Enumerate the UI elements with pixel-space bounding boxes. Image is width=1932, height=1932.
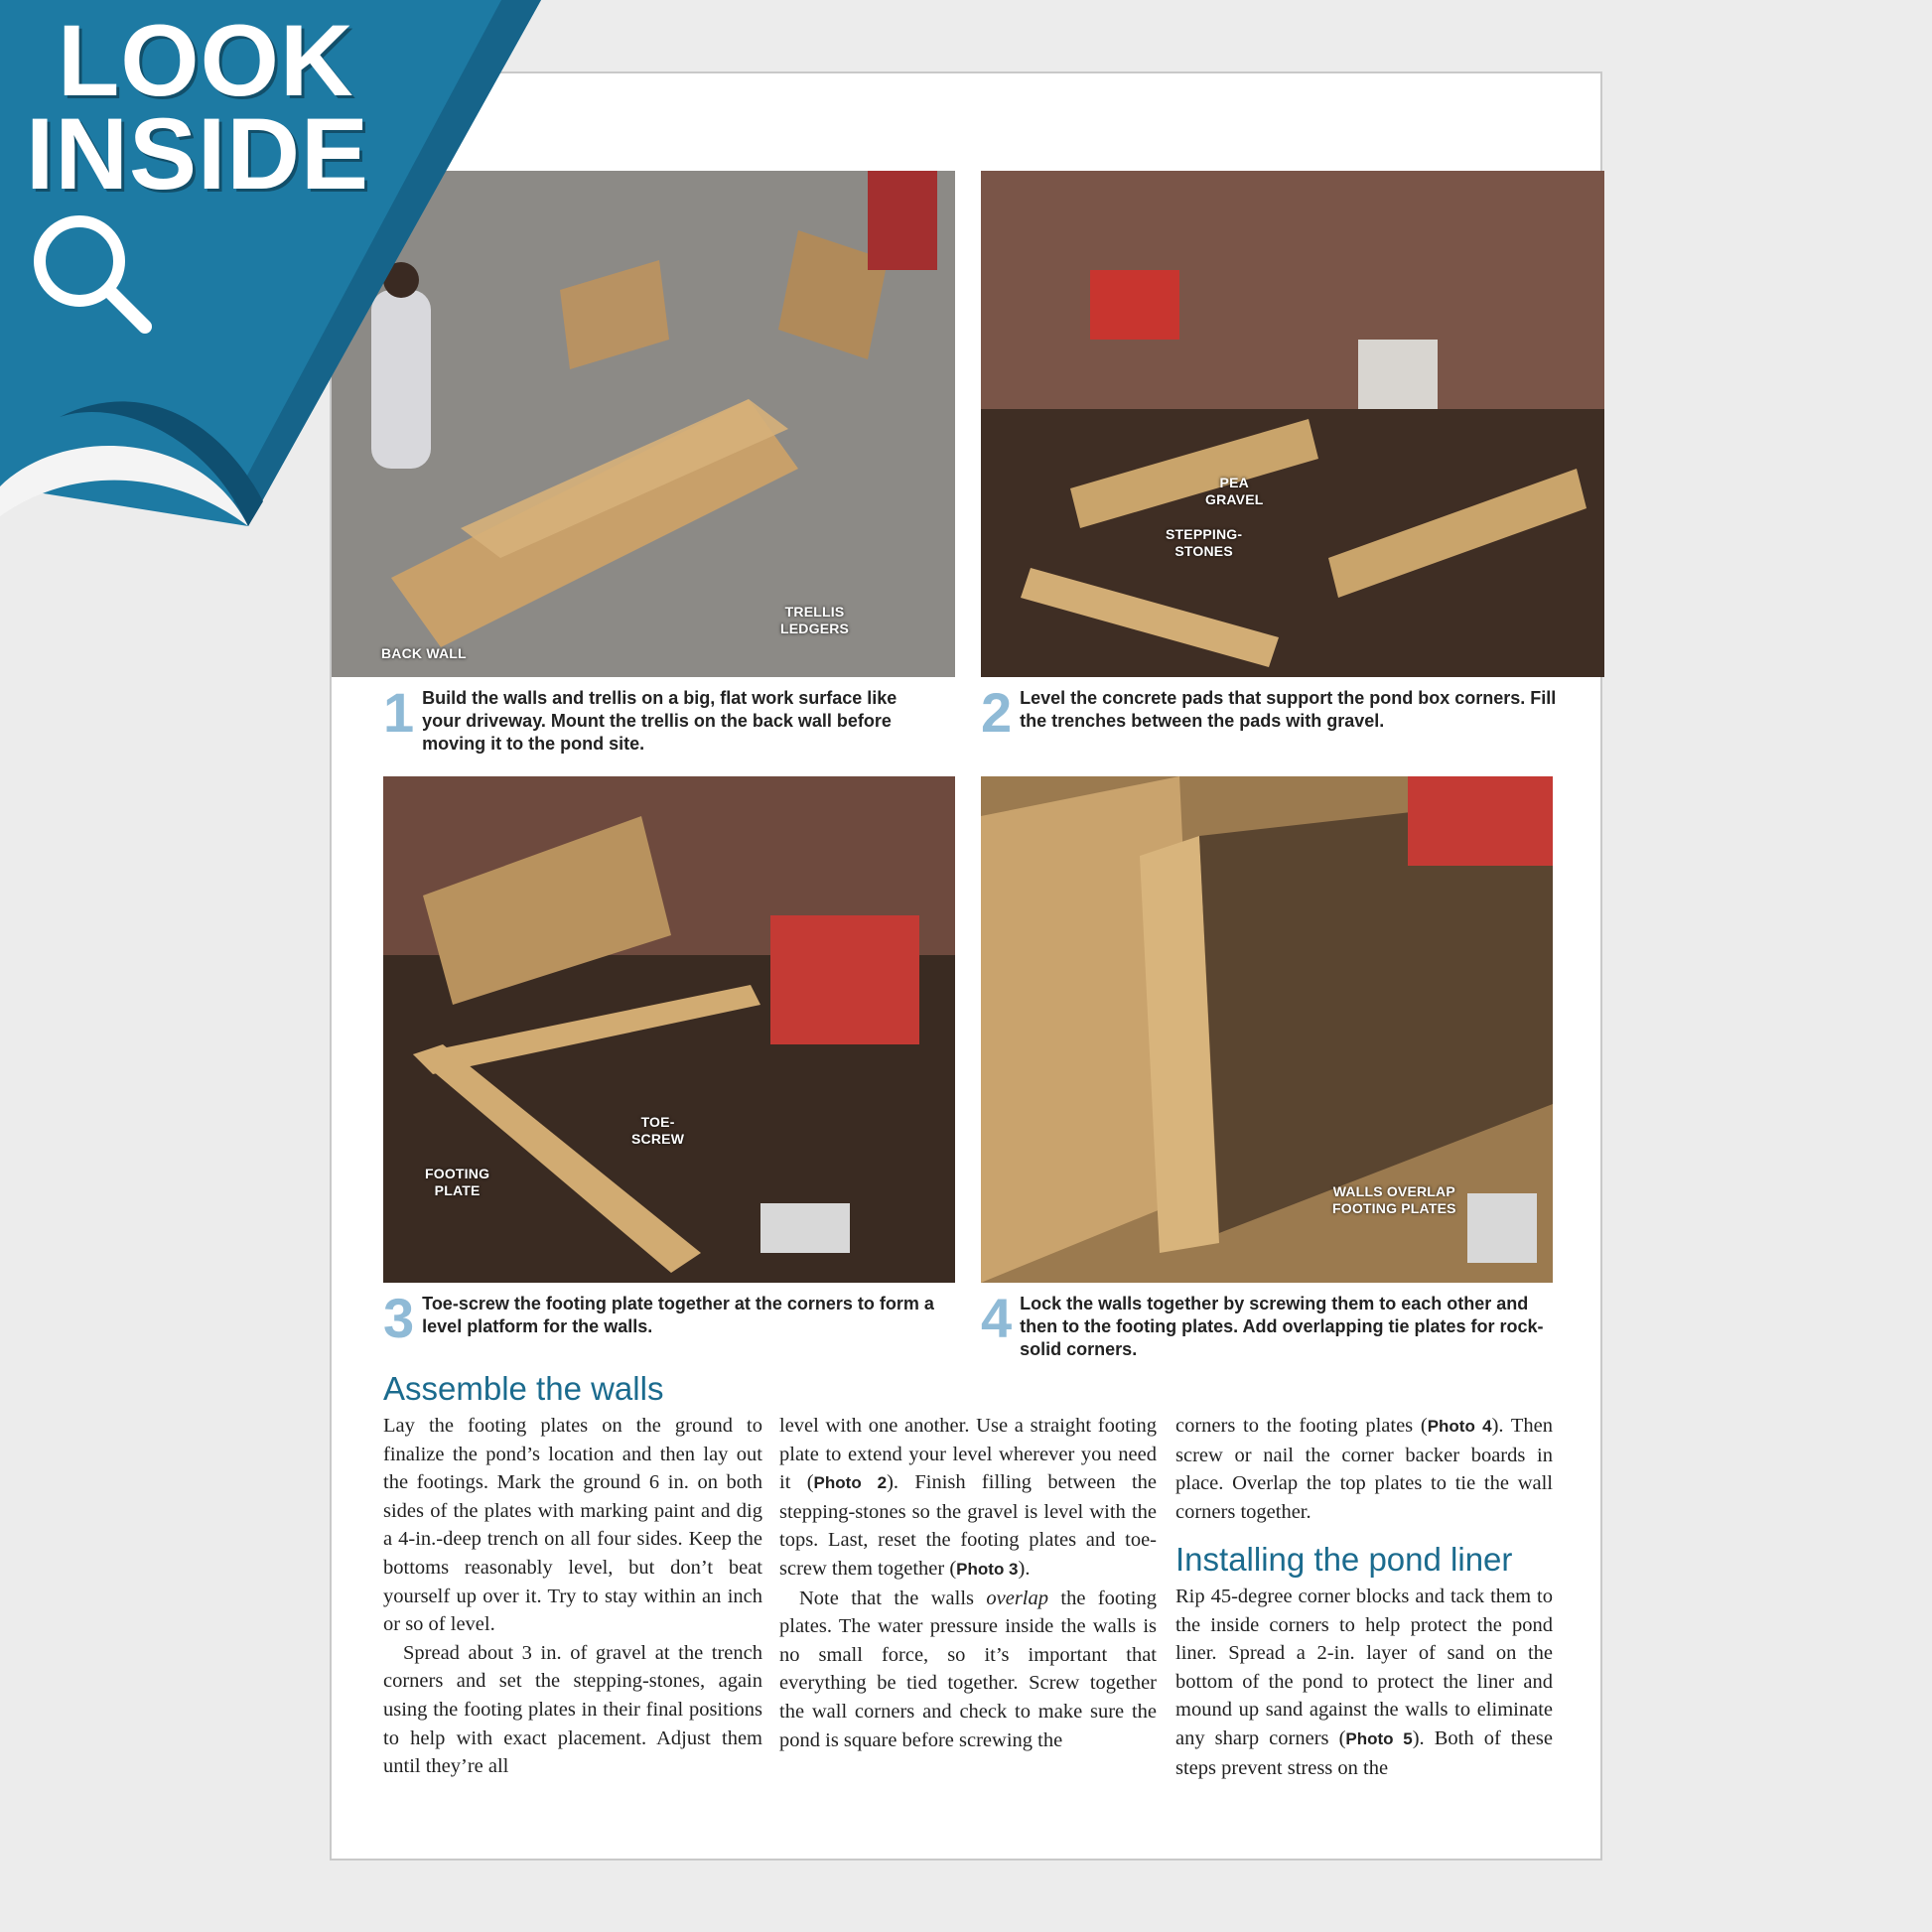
- caption-text: Lock the walls together by screwing them to each other and then to the footing plates. Add overlapping tie plates for rock-solid corners.: [1020, 1294, 1544, 1359]
- look-inside-banner[interactable]: [0, 0, 556, 536]
- text-run: level with one another. Use a straight footing plate to extend your level wherever you need it (: [779, 1415, 1157, 1494]
- photo-label-back-wall: BACK WALL: [381, 645, 467, 661]
- caption-3: [383, 1287, 939, 1349]
- caption-text: Level the concrete pads that support the pond box corners. Fill the trenches between the pads with gravel.: [1020, 688, 1557, 731]
- paragraph: [779, 1585, 1157, 1755]
- text-run: ). Finish filling between the stepping-stones so the gravel is level with the tops. Last, reset the footing plates and toe-screw them together (: [779, 1471, 1158, 1580]
- caption-2: [981, 681, 1577, 744]
- paragraph: Spread about 3 in. of gravel at the trench corners and set the stepping-stones, again using the footing plates in their final positions to help with exact placement. Adjust them until they’re all: [383, 1641, 762, 1778]
- caption-number: 4: [981, 1287, 1013, 1349]
- text-run: Note that the walls: [799, 1587, 987, 1609]
- emphasis: overlap: [986, 1587, 1048, 1609]
- photo-reference: Photo 3: [956, 1559, 1019, 1579]
- text-run: ). Then screw or nail the corner backer boards in place. Overlap the top plates to tie the wall corners together.: [1175, 1415, 1553, 1523]
- text-column-3-continued: [1175, 1583, 1553, 1782]
- text-run: ).: [1018, 1557, 1031, 1580]
- text-run: the footing plates. The water pressure inside the walls is no small force, so it’s important that everything be tied together. Screw together the wall corners and check to make sure the pond is square before screwing the: [779, 1587, 1157, 1751]
- photo-reference: Photo 2: [813, 1473, 888, 1493]
- photo-reference: Photo 4: [1427, 1417, 1492, 1436]
- caption-1: [383, 681, 939, 756]
- photo-label-trellis-ledgers: TRELLIS LEDGERS: [780, 604, 850, 636]
- photo-4: [981, 776, 1553, 1283]
- paragraph: [779, 1412, 1157, 1585]
- magnifier-icon: [22, 204, 161, 343]
- caption-number: 3: [383, 1287, 415, 1349]
- paragraph: Lay the footing plates on the ground to finalize the pond’s location and then lay out the footings. Mark the ground 6 in. on both sides of the plates with marking paint and dig a 4-in.-deep trench on all four sides. Keep the bottoms reasonably level, but don’t beat yourself up over it. Try to stay within an inch or so of level.: [383, 1415, 762, 1636]
- photo-label-walls-overlap: WALLS OVERLAP FOOTING PLATES: [1332, 1183, 1456, 1216]
- caption-number: 1: [383, 681, 415, 744]
- banner-line-look: LOOK: [58, 4, 354, 117]
- text-run: corners to the footing plates (: [1175, 1415, 1428, 1437]
- photo-label-stepping-stones: STEPPING- STONES: [1166, 526, 1243, 559]
- section-heading-pond-liner: Installing the pond liner: [1175, 1541, 1513, 1578]
- text-run: Rip 45-degree corner blocks and tack them to the inside corners to help protect the pond liner. Spread a 2-in. layer of sand on the bottom of the pond to protect the liner and mound up sand against the walls to eliminate any sharp corners (: [1175, 1586, 1553, 1749]
- paragraph: [1175, 1412, 1553, 1526]
- text-column-3: [1175, 1412, 1553, 1526]
- banner-line-inside: INSIDE: [26, 97, 370, 210]
- text-column-2: [779, 1412, 1157, 1754]
- caption-4: [981, 1287, 1553, 1361]
- text-run: ). Both of these steps prevent stress on the: [1175, 1726, 1553, 1779]
- photo-2: [981, 171, 1604, 677]
- text-column-1: [383, 1412, 762, 1781]
- photo-3: [383, 776, 955, 1283]
- caption-number: 2: [981, 681, 1013, 744]
- section-heading-assemble: Assemble the walls: [383, 1370, 664, 1407]
- photo-reference: Photo 5: [1345, 1728, 1413, 1748]
- caption-text: Toe-screw the footing plate together at the corners to form a level platform for the walls.: [422, 1294, 934, 1336]
- paragraph: [1175, 1583, 1553, 1782]
- photo-label-pea-gravel: PEA GRAVEL: [1205, 475, 1264, 507]
- photo-label-toe-screw: TOE- SCREW: [631, 1114, 685, 1147]
- photo-label-footing-plate: FOOTING PLATE: [425, 1166, 490, 1198]
- caption-text: Build the walls and trellis on a big, flat work surface like your driveway. Mount the trellis on the back wall before moving it to the pond site.: [422, 688, 897, 754]
